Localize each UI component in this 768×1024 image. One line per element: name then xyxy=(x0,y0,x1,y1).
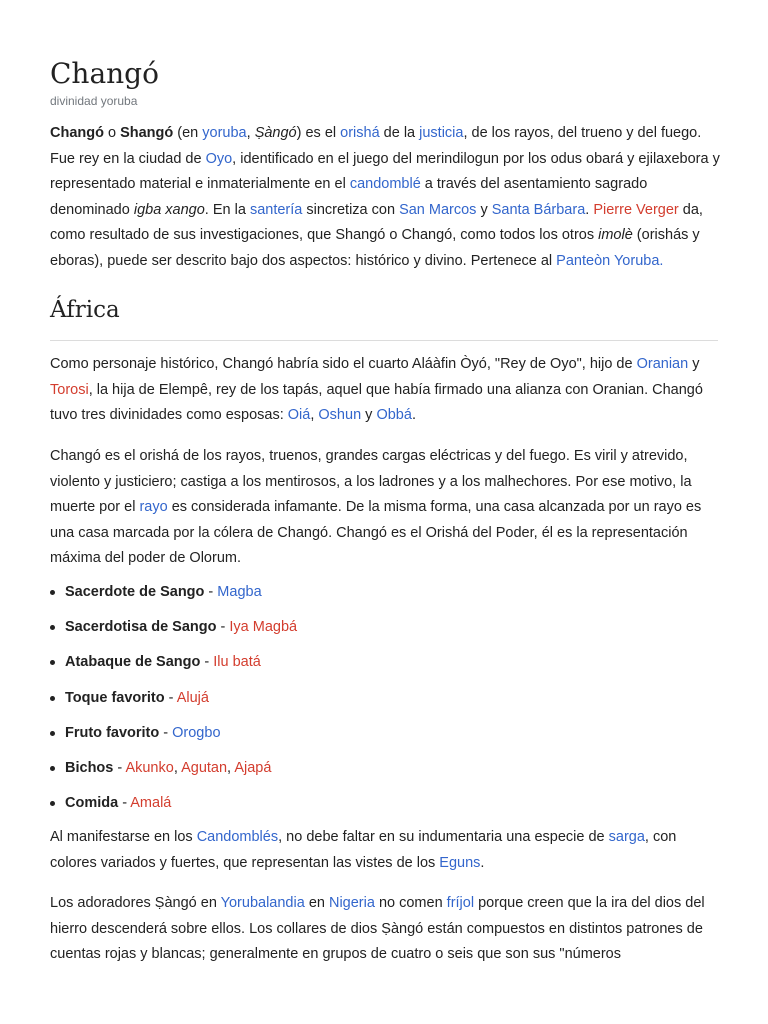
fact-label: Sacerdotisa de Sango xyxy=(65,619,217,636)
africa-paragraph-4 xyxy=(50,891,720,968)
list-item xyxy=(50,754,720,789)
text: o xyxy=(103,125,121,141)
fact-label: Bichos xyxy=(65,759,114,776)
link-frijol[interactable]: fríjol xyxy=(446,895,475,911)
list-item xyxy=(50,613,720,648)
link-yorubalandia[interactable]: Yorubalandia xyxy=(220,895,305,911)
text: da, como resultado de sus investigaciones, que Shangó o Changó, como todos los otros xyxy=(50,201,703,244)
bullet-icon xyxy=(50,766,55,771)
text: no comen xyxy=(374,895,447,911)
text: . xyxy=(411,407,416,424)
link-santa-barbara[interactable]: Santa Bárbara xyxy=(491,201,586,218)
text: - xyxy=(118,795,131,812)
text: - xyxy=(204,584,218,600)
text: igba xango xyxy=(133,201,205,218)
text: , identificado en el juego del merindilogun por los odus obará y ejilaxebora y representado material e inmaterialmente en el xyxy=(50,150,720,193)
link-santeria[interactable]: santería xyxy=(249,201,303,218)
fact-label: Sacerdote de Sango xyxy=(65,584,205,600)
africa-paragraph-1 xyxy=(50,352,720,429)
list-item xyxy=(50,789,720,824)
text: . xyxy=(585,201,594,218)
text: , xyxy=(173,759,182,776)
bullet-icon xyxy=(50,696,55,701)
text: porque creen que la ira del dios del hierro descenderá sobre ellos. Los collares de dios Ṣàngó están compuestos en distintos patrones de cuentas rojas y blancas; generalmente en grupos de cuatro o seis que son sus "números xyxy=(50,895,705,963)
text: - xyxy=(113,759,126,776)
text: Changó es el orishá de los rayos, truenos, grandes cargas eléctricas y del fuego. Es viril y atrevido, violento y justiciero; castiga a los mentirosos, a los ladrones y a los malhechores. Por ese motivo, la muerte por el xyxy=(50,448,692,516)
link-candombles[interactable]: Candomblés xyxy=(196,829,279,845)
text: , no debe faltar en su indumentaria una especie de xyxy=(278,829,609,845)
link-ilu-bata[interactable]: Ilu batá xyxy=(213,654,261,671)
link-justicia[interactable]: justicia xyxy=(419,125,464,141)
link-akunko[interactable]: Akunko xyxy=(125,759,174,776)
bullet-icon xyxy=(50,660,55,665)
bullet-icon xyxy=(50,625,55,630)
page-title: Changó xyxy=(50,57,159,90)
link-nigeria[interactable]: Nigeria xyxy=(328,895,375,911)
link-aluja[interactable]: Alujá xyxy=(176,689,209,706)
text: imolè xyxy=(598,227,633,244)
bullet-icon xyxy=(50,801,55,806)
link-ajapa[interactable]: Ajapá xyxy=(234,759,272,776)
link-eguns[interactable]: Eguns xyxy=(439,854,481,871)
section-heading-africa: África xyxy=(50,297,120,323)
text: , la hija de Elempê, rey de los tapás, aquel que había firmado una alianza con Oranian. Changó tuvo tres divinidades como esposas: xyxy=(50,381,703,424)
link-yoruba[interactable]: yoruba xyxy=(202,125,247,141)
text: Ṣàngó xyxy=(254,125,297,141)
link-magba[interactable]: Magba xyxy=(217,584,262,600)
text: Shangó xyxy=(120,125,174,141)
text: y xyxy=(688,356,700,372)
text: - xyxy=(164,689,177,706)
text: a través del asentamiento sagrado denominado xyxy=(50,176,648,218)
text: ) es el xyxy=(296,125,341,141)
link-pierre-verger[interactable]: Pierre Verger xyxy=(593,201,679,218)
link-orogbo[interactable]: Orogbo xyxy=(172,724,221,741)
link-rayo[interactable]: rayo xyxy=(139,499,168,516)
africa-paragraph-3 xyxy=(50,825,720,876)
text: de la xyxy=(379,125,420,141)
text: - xyxy=(216,619,230,636)
text: - xyxy=(159,724,173,741)
text: , con colores variados y fuertes, que representan las vistes de los xyxy=(50,829,677,871)
text: Changó xyxy=(50,125,104,141)
link-oranian[interactable]: Oranian xyxy=(636,356,689,372)
text: , xyxy=(310,407,319,424)
link-oshun[interactable]: Oshun xyxy=(318,407,362,424)
text: Como personaje histórico, Changó habría sido el cuarto Aláàfin Òyó, "Rey de Oyo", hijo de xyxy=(50,356,637,372)
fact-label: Comida xyxy=(65,795,119,812)
africa-paragraph-2 xyxy=(50,444,720,572)
list-item xyxy=(50,578,720,613)
text: . En la xyxy=(204,201,250,218)
link-candomble[interactable]: candomblé xyxy=(349,176,421,193)
fact-label: Fruto favorito xyxy=(65,724,160,741)
text: y xyxy=(361,407,377,424)
fact-label: Atabaque de Sango xyxy=(65,654,201,671)
text: , de los rayos, del trueno y del fuego. Fue rey en la ciudad de xyxy=(50,125,702,167)
link-agutan[interactable]: Agutan xyxy=(181,759,228,776)
link-amala[interactable]: Amalá xyxy=(130,795,172,812)
facts-list xyxy=(50,578,720,824)
link-oyo[interactable]: Oyo xyxy=(205,150,233,167)
link-orisha[interactable]: orishá xyxy=(340,125,380,141)
link-san-marcos[interactable]: San Marcos xyxy=(399,201,477,218)
list-item xyxy=(50,648,720,683)
text: . xyxy=(480,854,485,871)
bullet-icon xyxy=(50,731,55,736)
link-iya-magba[interactable]: Iya Magbá xyxy=(229,619,298,636)
link-torosi[interactable]: Torosi xyxy=(50,381,89,398)
page-subtitle: divinidad yoruba xyxy=(50,94,138,108)
text: sincretiza con xyxy=(302,201,400,218)
text: es considerada infamante. De la misma forma, una casa alcanzada por un rayo es una casa marcada por la cólera de Changó. Changó es el Orishá del Poder, él es la representación máxima del poder de Olorum. xyxy=(50,499,702,567)
text: Los adoradores Ṣàngó en xyxy=(50,895,221,911)
intro-paragraph xyxy=(50,121,720,275)
section-divider xyxy=(50,340,718,341)
text: en xyxy=(304,895,329,911)
text: y xyxy=(476,201,492,218)
link-sarga[interactable]: sarga xyxy=(608,829,645,845)
text: - xyxy=(200,654,214,671)
fact-label: Toque favorito xyxy=(65,689,165,706)
text: (orishás y eboras), puede ser descrito bajo dos aspectos: histórico y divino. Pertenece al xyxy=(50,227,700,269)
text: (en xyxy=(173,125,203,141)
list-item xyxy=(50,719,720,754)
link-panteon-yoruba[interactable]: Panteòn Yoruba. xyxy=(556,252,664,269)
text: Al manifestarse en los xyxy=(50,829,197,845)
list-item xyxy=(50,684,720,719)
link-oia[interactable]: Oiá xyxy=(287,407,311,424)
text: , xyxy=(246,125,255,141)
bullet-icon xyxy=(50,590,55,595)
link-obba[interactable]: Obbá xyxy=(376,407,412,424)
text: , xyxy=(227,759,235,776)
